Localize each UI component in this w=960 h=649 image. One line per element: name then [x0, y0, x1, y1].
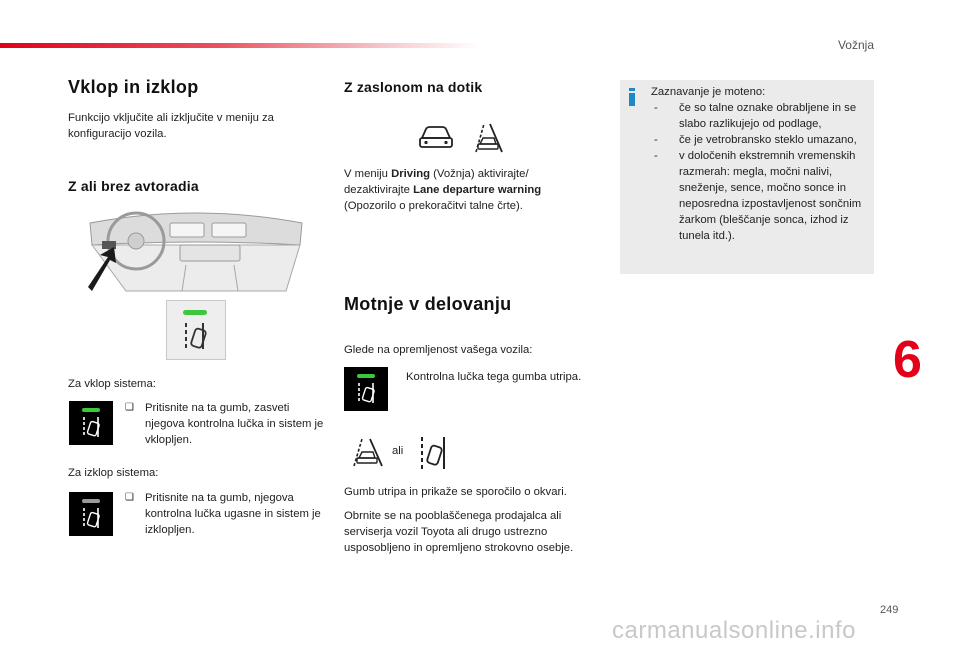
info-dash: -	[654, 134, 658, 146]
dashboard-illustration	[86, 205, 306, 295]
message-text: Gumb utripa in prikaže se sporočilo o okvari.	[344, 486, 567, 498]
touch-text-3: (Opozorilo o prekoračitvi talne črte).	[344, 200, 523, 212]
touchscreen-icons	[414, 120, 514, 154]
lane-button-off-icon	[69, 492, 113, 536]
touchscreen-instruction	[344, 166, 566, 214]
blinks-text: Kontrolna lučka tega gumba utripa.	[406, 371, 582, 383]
lane-button-blinking	[344, 367, 388, 411]
info-dash: -	[654, 150, 658, 162]
enable-instruction	[125, 400, 325, 450]
intro-text: Funkcijo vključite ali izključite v meniju za konfiguracijo vozila.	[68, 112, 274, 140]
led-on	[183, 310, 207, 315]
lane-button-blinking-icon	[344, 367, 388, 411]
touch-text-driving: Driving	[391, 168, 431, 180]
button-panel	[166, 300, 226, 360]
disable-instruction	[125, 490, 325, 540]
contact-text: Obrnite se na pooblaščenega prodajalca ali serviserja vozil Toyota ali drugo ustrezno usposobljeno in opremljeno strokovno osebje.	[344, 510, 574, 554]
bullet-mark: ❏	[125, 492, 134, 503]
lane-button-off	[69, 492, 113, 536]
lane-departure-warning-icon	[350, 436, 386, 468]
chapter-number: 6	[893, 331, 922, 389]
watermark-text: carmanualsonline.info	[612, 617, 856, 644]
enable-label: Za vklop sistema:	[68, 378, 156, 390]
info-item	[651, 148, 871, 244]
equipment-text: Glede na opremljenost vašega vozila:	[344, 344, 533, 356]
info-list	[651, 100, 871, 244]
touchscreen-title: Z zaslonom na dotik	[344, 79, 483, 95]
lane-button-icon	[167, 301, 225, 359]
section-name: Vožnja	[837, 38, 874, 52]
info-title: Zaznavanje je moteno:	[651, 86, 766, 98]
enable-bullet-text: Pritisnite na ta gumb, zasveti njegova kontrolna lučka in sistem je vklopljen.	[145, 402, 324, 446]
touch-text-2: (Vožnja) aktivirajte/ dezaktivirajte	[344, 168, 529, 196]
header-accent-bar	[0, 43, 480, 48]
info-item	[651, 132, 871, 148]
or-text: ali	[392, 445, 404, 457]
info-icon	[628, 88, 636, 106]
malfunction-title: Motnje v delovanju	[344, 294, 512, 314]
page-number: 249	[880, 604, 899, 616]
touch-text-lane: Lane departure warning	[413, 184, 542, 196]
touch-text-1: V meniju	[344, 168, 392, 180]
info-item-text: če je vetrobransko steklo umazano,	[679, 134, 857, 146]
disable-bullet-text: Pritisnite na ta gumb, njegova kontrolna lučka ugasne in sistem je izklopljen.	[145, 492, 321, 536]
page-title: Vklop in izklop	[68, 77, 199, 97]
info-dash: -	[654, 102, 658, 114]
lane-departure-icon	[476, 124, 502, 152]
lane-button-on	[69, 401, 113, 445]
info-item-text: v določenih ekstremnih vremenskih razmerah: megla, močni nalivi, sneženje, sence, močno sonce in neposredna izpostavljenost sončnim žarkom (bleščanje sonca, izhod iz tunela itd.).	[679, 150, 862, 242]
lane-keeping-icon	[418, 434, 450, 472]
lane-button-on-icon	[69, 401, 113, 445]
info-item-text: če so talne oznake obrabljene in se slabo razlikujejo od podlage,	[679, 102, 857, 130]
bullet-mark: ❏	[125, 402, 134, 413]
disable-label: Za izklop sistema:	[68, 467, 159, 479]
subtitle-radio: Z ali brez avtoradia	[68, 178, 199, 194]
car-icon	[420, 127, 452, 147]
info-item	[651, 100, 871, 132]
